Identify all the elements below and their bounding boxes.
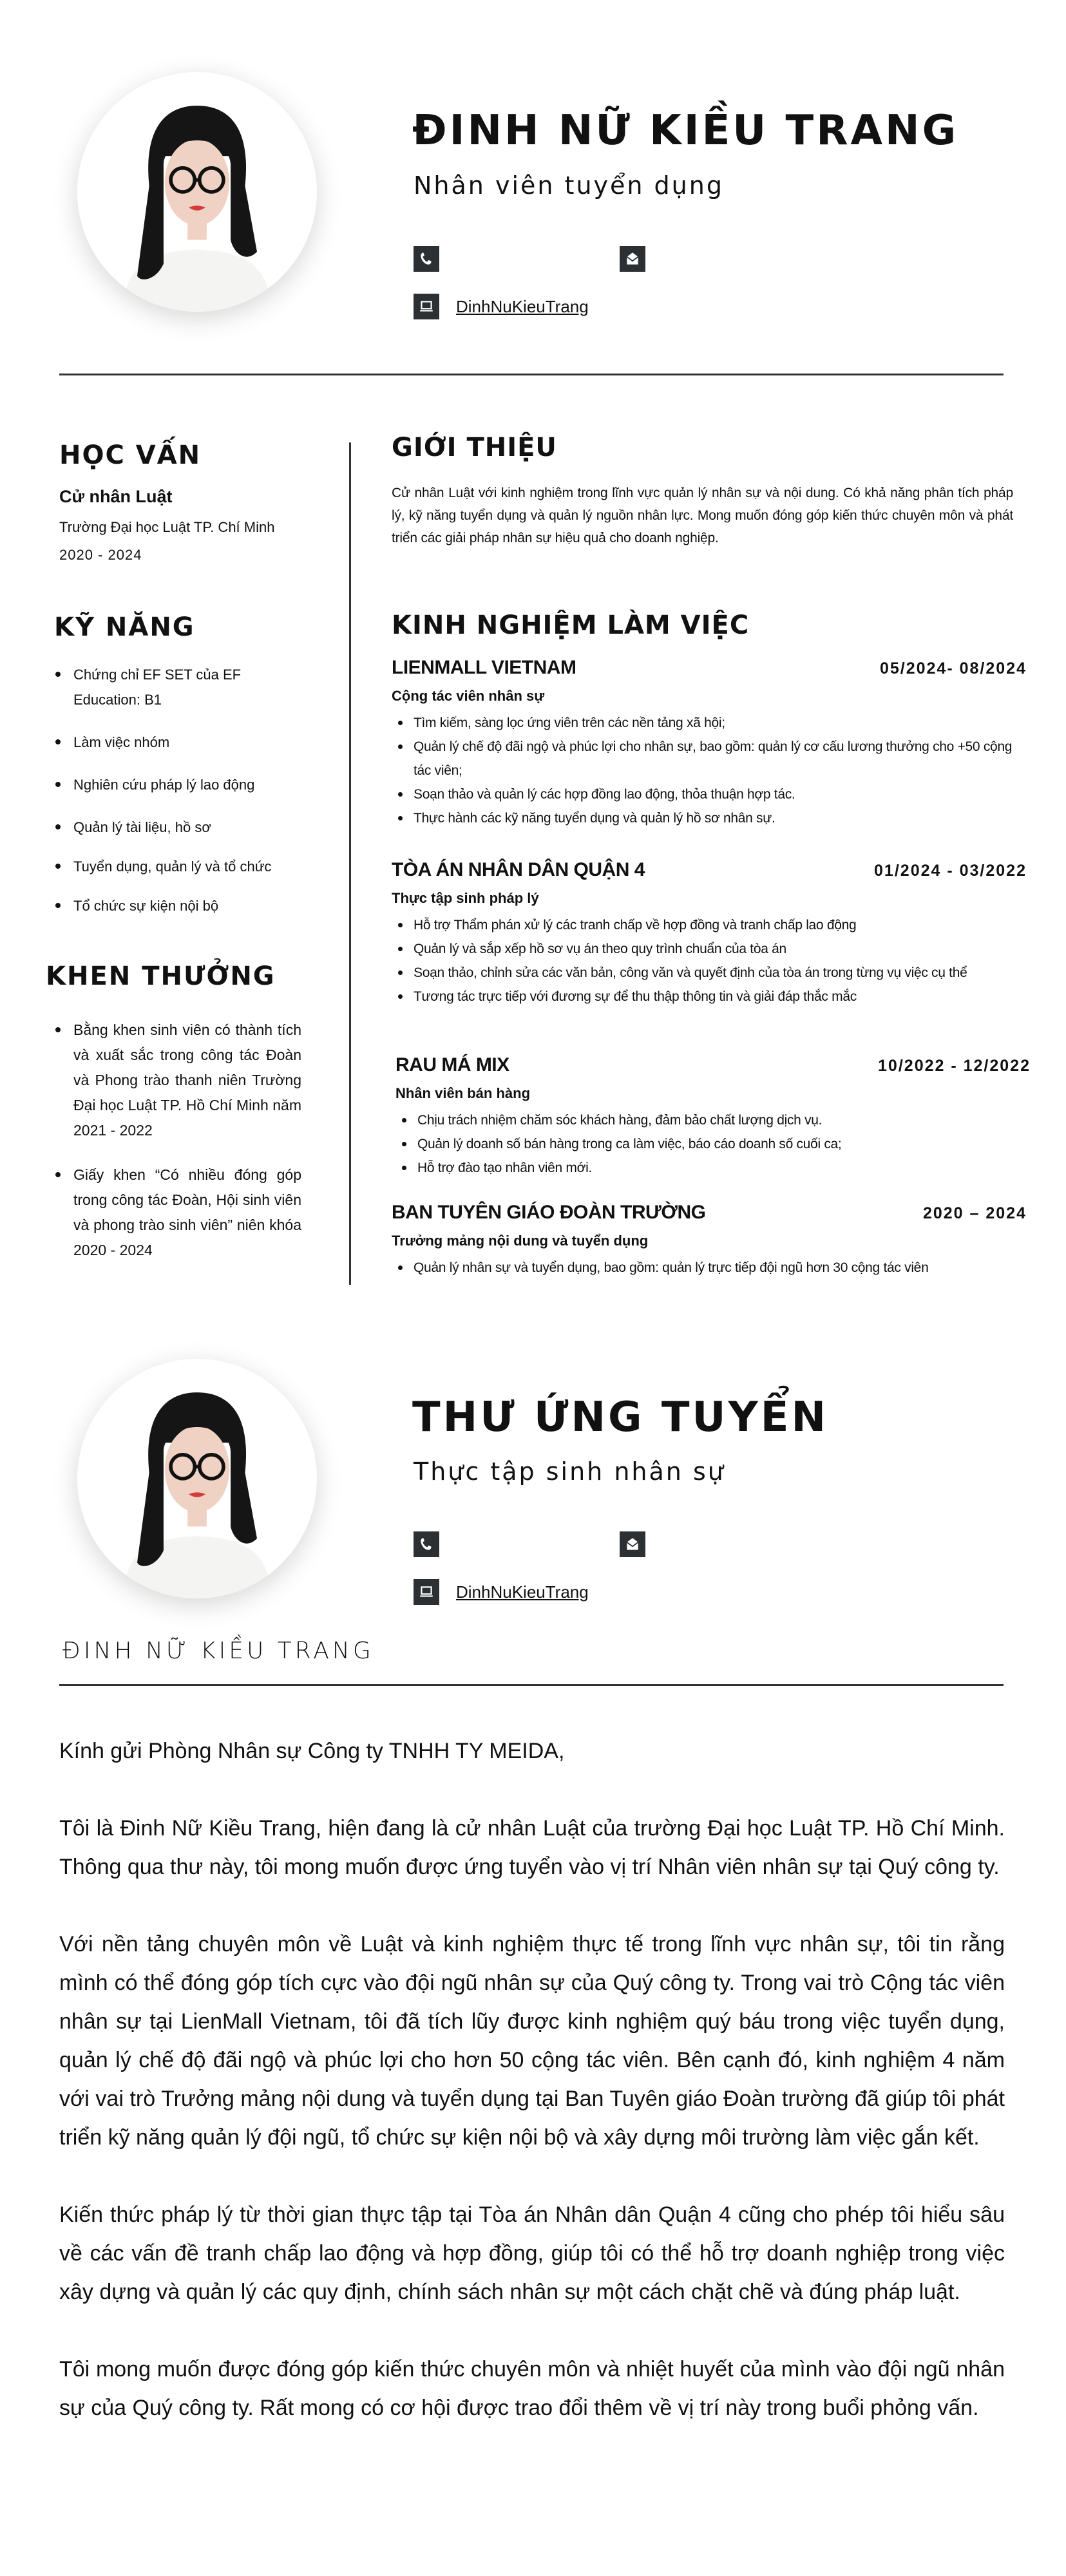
education-heading: HỌC VẤN	[59, 440, 202, 470]
laptop-icon	[414, 294, 439, 319]
job-role: Trưởng mảng nội dung và tuyển dụng	[392, 1233, 649, 1249]
job-task: Hỗ trợ đào tạo nhân viên mới.	[395, 1156, 1031, 1180]
job-task: Quản lý nhân sự và tuyển dụng, bao gồm: quản lý trực tiếp đội ngũ hơn 30 cộng tác viên	[392, 1256, 1027, 1280]
job-entry	[395, 1054, 1031, 1180]
letter-paragraph: Kính gửi Phòng Nhân sự Công ty TNHH TY MEIDA,	[59, 1739, 565, 1763]
job-company: RAU MÁ MIX	[395, 1054, 509, 1075]
job-task: Quản lý và sắp xếp hồ sơ vụ án theo quy trình chuẩn của tòa án	[392, 937, 1027, 961]
job-role: Nhân viên bán hàng	[395, 1085, 531, 1101]
skills-heading: KỸ NĂNG	[54, 612, 195, 642]
profile-photo	[77, 1359, 317, 1598]
letter-paragraph: Tôi mong muốn được đóng góp kiến thức chuyên môn và nhiệt huyết của mình vào đội ngũ nhân sự của Quý công ty. Rất mong có cơ hội được trao đổi thêm về vị trí này trong buổi phỏng vấn.	[59, 2357, 1005, 2420]
education-years: 2020 - 2024	[59, 547, 142, 563]
job-task: Thực hành các kỹ năng tuyển dụng và quản lý hồ sơ nhân sự.	[392, 806, 1027, 830]
email-icon	[620, 1531, 645, 1557]
job-company: TÒA ÁN NHÂN DÂN QUẬN 4	[392, 859, 645, 880]
job-task: Hỗ trợ Thẩm phán xử lý các tranh chấp về hợp đồng và tranh chấp lao động	[392, 913, 1027, 937]
resume-position: Nhân viên tuyển dụng	[414, 171, 724, 200]
job-company: LIENMALL VIETNAM	[392, 657, 576, 678]
job-task: Tìm kiếm, sàng lọc ứng viên trên các nền tảng xã hội;	[392, 711, 1027, 735]
skill-item: Tổ chức sự kiện nội bộ	[50, 893, 295, 918]
job-date: 05/2024- 08/2024	[879, 659, 1027, 677]
letter-paragraph: Tôi là Đinh Nữ Kiều Trang, hiện đang là cử nhân Luật của trường Đại học Luật TP. Hồ Chí Minh. Thông qua thư này, tôi mong muốn được ứng tuyển vào vị trí Nhân viên nhân sự tại Quý công ty.	[59, 1816, 1005, 1879]
phone-icon	[414, 246, 439, 272]
education-degree: Cử nhân Luật	[59, 487, 173, 506]
job-entry	[392, 1202, 1027, 1280]
job-entry	[392, 657, 1027, 830]
name-divider	[59, 1684, 1004, 1686]
laptop-icon	[414, 1579, 439, 1605]
email-icon	[620, 246, 645, 272]
awards-heading: KHEN THƯỞNG	[46, 961, 276, 991]
job-entry	[392, 859, 1027, 1009]
job-task: Quản lý chế độ đãi ngộ và phúc lợi cho nhân sự, bao gồm: quản lý cơ cấu lương thưởng cho +50 cộng tác viên;	[392, 735, 1027, 782]
skill-item: Làm việc nhóm	[50, 730, 295, 755]
skill-item: Chứng chỉ EF SET của EF Education: B1	[50, 662, 295, 712]
letter-body	[59, 1732, 1005, 2466]
resume-name: ĐINH NỮ KIỀU TRANG	[412, 107, 959, 155]
letter-paragraph: Kiến thức pháp lý từ thời gian thực tập tại Tòa án Nhân dân Quận 4 cũng cho phép tôi hiểu sâu về các vấn đề tranh chấp lao động và hợp đồng, giúp tôi có thể hỗ trợ doanh nghiệp trong việc xây dựng và quản lý các quy định, chính sách nhân sự một cách chặt chẽ và đúng pháp luật.	[59, 2202, 1005, 2304]
job-task: Tương tác trực tiếp với đương sự để thu thập thông tin và giải đáp thắc mắc	[392, 985, 1027, 1009]
awards-list	[50, 1018, 301, 1263]
job-task: Soạn thảo, chỉnh sửa các văn bản, công văn và quyết định của tòa án trong từng vụ việc cụ thể	[392, 961, 1027, 985]
phone-icon	[414, 1531, 439, 1557]
signature-name: ĐINH NỮ KIỀU TRANG	[62, 1638, 374, 1664]
education-school: Trường Đại học Luật TP. Chí Minh	[59, 519, 275, 535]
skill-item: Nghiên cứu pháp lý lao động	[50, 772, 295, 797]
profile-photo	[77, 72, 317, 312]
job-date: 10/2022 - 12/2022	[878, 1057, 1031, 1075]
column-divider	[349, 442, 351, 1285]
skill-item: Quản lý tài liệu, hồ sơ	[50, 815, 295, 840]
award-item: Bằng khen sinh viên có thành tích và xuất sắc trong công tác Đoàn và Phong trào thanh niên Trường Đại học Luật TP. Hồ Chí Minh năm 2021 - 2022	[50, 1018, 301, 1143]
header-divider	[59, 374, 1004, 375]
about-text: Cử nhân Luật với kinh nghiệm trong lĩnh vực quản lý nhân sự và nội dung. Có khả năng phân tích pháp lý, kỹ năng tuyển dụng và quản lý nguồn nhân lực. Mong muốn đóng góp kiến thức chuyên môn và phát triển các giải pháp nhân sự hiệu quả cho doanh nghiệp.	[392, 486, 1013, 545]
cover-letter-position: Thực tập sinh nhân sự	[414, 1457, 725, 1486]
job-date: 01/2024 - 03/2022	[874, 862, 1027, 880]
skills-list	[50, 662, 295, 918]
job-company: BAN TUYÊN GIÁO ĐOÀN TRƯỜNG	[392, 1202, 706, 1223]
letter-paragraph: Với nền tảng chuyên môn về Luật và kinh nghiệm thực tế trong lĩnh vực nhân sự, tôi tin rằng mình có thể đóng góp tích cực vào đội ngũ nhân sự của Quý công ty. Trong vai trò Cộng tác viên nhân sự tại LienMall Vietnam, tôi đã tích lũy được kinh nghiệm quý báu trong việc tuyển dụng, quản lý chế độ đãi ngộ và phúc lợi cho hơn 50 cộng tác viên. Bên cạnh đó, kinh nghiệm 4 năm với vai trò Trưởng mảng nội dung và tuyển dụng tại Ban Tuyên giáo Đoàn trường đã giúp tôi phát triển kỹ năng quản lý đội ngũ, tổ chức sự kiện nội bộ và xây dựng môi trường làm việc gắn kết.	[59, 1932, 1005, 2150]
profile-link[interactable]: DinhNuKieuTrang	[456, 297, 589, 316]
job-role: Thực tập sinh pháp lý	[392, 890, 539, 906]
job-date: 2020 – 2024	[922, 1204, 1027, 1222]
cover-letter-title: THƯ ỨNG TUYỂN	[412, 1394, 829, 1441]
job-task: Chịu trách nhiệm chăm sóc khách hàng, đảm bảo chất lượng dịch vụ.	[395, 1108, 1031, 1132]
profile-link[interactable]: DinhNuKieuTrang	[456, 1582, 589, 1602]
job-role: Cộng tác viên nhân sự	[392, 688, 545, 704]
about-heading: GIỚI THIỆU	[392, 433, 557, 462]
experience-heading: KINH NGHIỆM LÀM VIỆC	[392, 611, 750, 640]
job-task: Soạn thảo và quản lý các hợp đồng lao động, thỏa thuận hợp tác.	[392, 782, 1027, 806]
award-item: Giấy khen “Có nhiều đóng góp trong công tác Đoàn, Hội sinh viên và phong trào sinh viên” niên khóa 2020 - 2024	[50, 1162, 301, 1263]
job-task: Quản lý doanh số bán hàng trong ca làm việc, báo cáo doanh số cuối ca;	[395, 1132, 1031, 1156]
skill-item: Tuyển dụng, quản lý và tổ chức	[50, 854, 295, 879]
